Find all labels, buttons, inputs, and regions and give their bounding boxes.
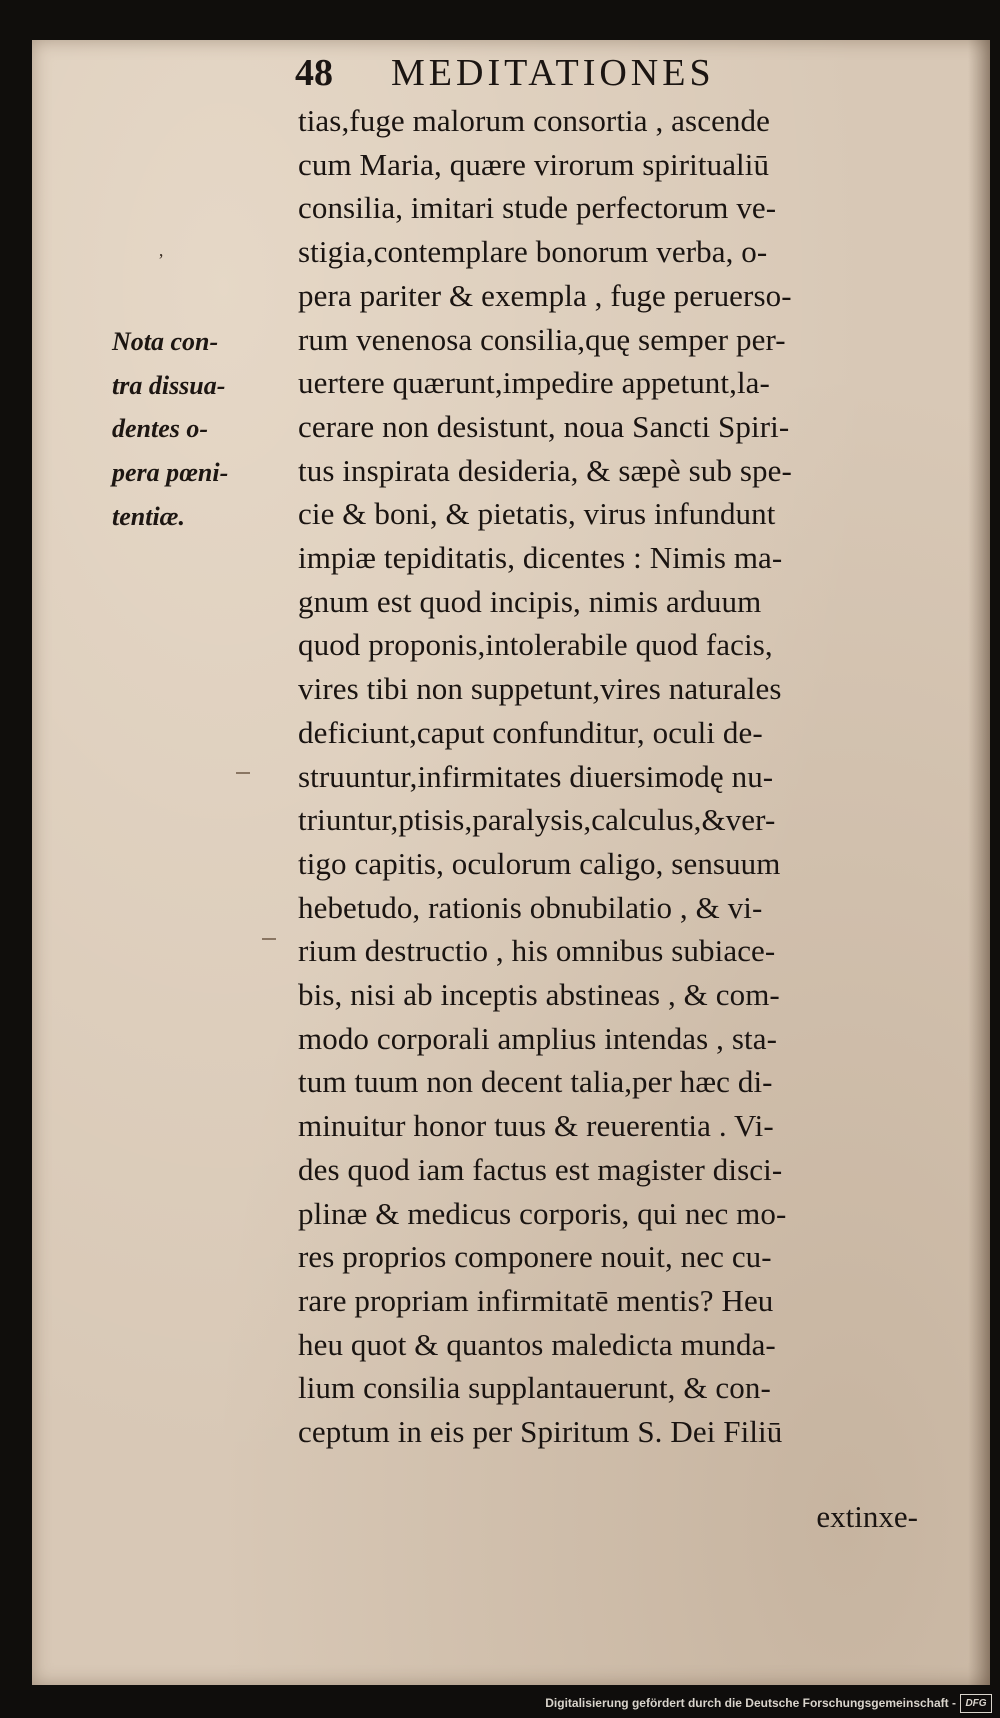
running-head: MEDITATIONES — [391, 52, 715, 94]
text-line: uertere quærunt,impedire appetunt,la- — [298, 365, 770, 401]
text-line: tigo capitis, oculorum caligo, sensuum — [298, 845, 781, 881]
text-line: tias,fuge malorum consortia , ascende — [298, 103, 770, 138]
text-line: des quod iam factus est magister disci- — [298, 1151, 783, 1187]
body-text — [298, 99, 918, 1454]
text-line: rium destructio , his omnibus subiace- — [298, 933, 776, 969]
text-line: cie & boni, & pietatis, virus infundunt — [298, 496, 776, 532]
marginal-note-line: dentes o- — [112, 414, 209, 444]
text-line: hebetudo, rationis obnubilatio , & vi- — [298, 889, 763, 925]
catchword: extinxe- — [816, 1499, 918, 1534]
text-line: modo corporali amplius intendas , sta- — [298, 1020, 778, 1056]
funding-credit: Digitalisierung gefördert durch die Deutsche Forschungsgemeinschaft - — [545, 1696, 956, 1710]
text-line: cerare non desistunt, noua Sancti Spiri- — [298, 408, 790, 444]
marginal-note-line: Nota con- — [112, 327, 219, 356]
text-line: plinæ & medicus corporis, qui nec mo- — [298, 1195, 787, 1231]
text-line: bis, nisi ab inceptis abstineas , & com- — [298, 977, 780, 1013]
marginal-note-line: tentiæ. — [112, 501, 185, 531]
text-line: consilia, imitari stude perfectorum ve- — [298, 190, 777, 226]
text-line: pera pariter & exempla , fuge peruerso- — [298, 277, 792, 313]
marginal-note-line: tra dissua- — [112, 370, 226, 400]
page-edge-shadow — [968, 40, 990, 1685]
margin-dash-1 — [236, 772, 250, 774]
margin-dash-2 — [262, 938, 276, 940]
text-line: cum Maria, quære virorum spiritualiū — [298, 146, 770, 182]
text-line: tus inspirata desideria, & sæpè sub spe- — [298, 452, 792, 488]
text-line: deficiunt,caput confunditur, oculi de- — [298, 714, 763, 750]
text-line: stigia,contemplare bonorum verba, o- — [298, 234, 768, 270]
text-line: tum tuum non decent talia,per hæc di- — [298, 1064, 773, 1100]
dfg-logo-icon: DFG — [960, 1694, 992, 1713]
text-line: rare propriam infirmitatē mentis? Heu — [298, 1282, 774, 1318]
marginal-note — [112, 320, 287, 539]
text-line: ceptum in eis per Spiritum S. Dei Filiū — [298, 1414, 783, 1450]
text-line: triuntur,ptisis,paralysis,calculus,&ver- — [298, 802, 776, 838]
page-number: 48 — [295, 52, 333, 94]
text-line: heu quot & quantos maledicta munda- — [298, 1326, 776, 1362]
page-header — [295, 48, 855, 98]
text-line: struuntur,infirmitates diuersimodę nu- — [298, 758, 774, 794]
text-line: lium consilia supplantauerunt, & con- — [298, 1370, 771, 1406]
marginal-note-line: pera pœni- — [112, 458, 229, 488]
text-line: gnum est quod incipis, nimis arduum — [298, 583, 762, 619]
text-line: vires tibi non suppetunt,vires naturales — [298, 671, 782, 707]
text-line: impiæ tepiditatis, dicentes : Nimis ma- — [298, 540, 783, 576]
text-line: res proprios componere nouit, nec cu- — [298, 1239, 772, 1275]
text-line: rum venenosa consilia,quę semper per- — [298, 321, 786, 357]
text-line: quod proponis,intolerabile quod facis, — [298, 627, 773, 663]
text-line: minuitur honor tuus & reuerentia . Vi- — [298, 1108, 774, 1144]
margin-mark: ʼ — [158, 250, 164, 270]
digitization-footer — [0, 1690, 1000, 1718]
